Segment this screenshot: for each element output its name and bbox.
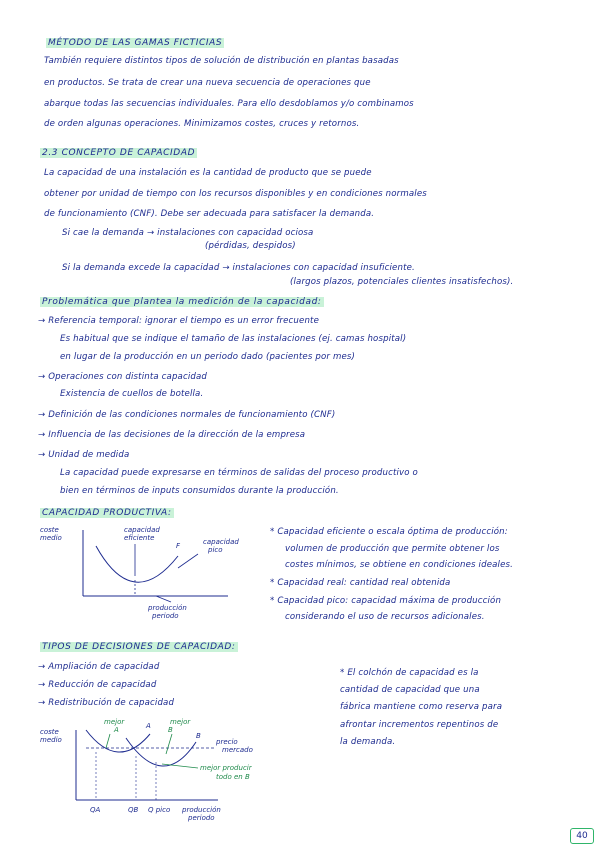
paragraph-line: abarque todas las secuencias individuales. Para ello desdoblamos y/o combinamos xyxy=(44,99,414,109)
note-line: fábrica mantiene como reserva para xyxy=(340,702,503,712)
graph2-mejorA-1: mejor xyxy=(104,718,125,726)
graph2-mejorB-1: mejor xyxy=(170,718,191,726)
paragraph-line: de funcionamiento (CNF). Debe ser adecuada para satisfacer la demanda. xyxy=(44,209,375,219)
paragraph-line: en productos. Se trata de crear una nueva secuencia de operaciones que xyxy=(44,78,371,88)
decision-item: → Ampliación de capacidad xyxy=(38,662,160,672)
list-item-detail: Es habitual que se indique el tamaño de las instalaciones (ej. camas hospital) xyxy=(60,334,407,344)
graph2-x1: QA xyxy=(90,806,101,814)
bullet-line: considerando el uso de recursos adicionales. xyxy=(285,612,485,622)
list-item: → Influencia de las decisiones de la dirección de la empresa xyxy=(38,430,306,440)
note-line: * El colchón de capacidad es la xyxy=(340,668,479,678)
paragraph-line: También requiere distintos tipos de solución de distribución en plantas basadas xyxy=(44,56,399,66)
section-title-tipos-decisiones: TIPOS DE DECISIONES DE CAPACIDAD: xyxy=(42,642,236,652)
section-title-concepto-capacidad: 2.3 CONCEPTO DE CAPACIDAD xyxy=(42,148,196,158)
graph1-label-eff-1: capacidad xyxy=(124,526,160,534)
graph2-arrow-mejorA xyxy=(106,734,110,748)
graph2-xlabel-2: periodo xyxy=(188,814,215,822)
list-item-detail: en lugar de la producción en un periodo dado (pacientes por mes) xyxy=(60,352,356,362)
graph1-cost-curve xyxy=(96,546,178,582)
graph2-arrow-mejorB xyxy=(166,734,172,754)
graph2-mejorA-2: A xyxy=(114,726,119,734)
graph1-peak-arrow xyxy=(178,554,198,568)
graph2-label-B: B xyxy=(196,732,201,740)
graph1-label-eff-2: eficiente xyxy=(124,534,155,542)
graph2-x2: QB xyxy=(128,806,139,814)
graph2-x3: Q pico xyxy=(148,806,171,814)
graph-capacidad-productiva xyxy=(38,518,263,623)
graph2-ylabel-1: coste xyxy=(40,728,59,736)
graph2-mejorB-2: B xyxy=(168,726,173,734)
graph1-ylabel-2: medio xyxy=(40,534,62,542)
graph1-xlabel-2: periodo xyxy=(152,612,179,620)
decision-item: → Redistribución de capacidad xyxy=(38,698,175,708)
bullet-line: costes mínimos, se obtiene en condiciones ideales. xyxy=(285,560,514,570)
decision-item: → Reducción de capacidad xyxy=(38,680,157,690)
case-ociosa: Si cae la demanda → instalaciones con capacidad ociosa xyxy=(62,228,314,238)
list-item: → Definición de las condiciones normales de funcionamiento (CNF) xyxy=(38,410,336,420)
list-item-detail: La capacidad puede expresarse en términos de salidas del proceso productivo o xyxy=(60,468,418,478)
note-line: cantidad de capacidad que una xyxy=(340,685,480,695)
bullet-line: volumen de producción que permite obtener los xyxy=(285,544,500,554)
list-item-detail: Existencia de cuellos de botella. xyxy=(60,389,204,399)
case-insuficiente: Si la demanda excede la capacidad → instalaciones con capacidad insuficiente. xyxy=(62,263,415,273)
bullet-line: * Capacidad eficiente o escala óptima de producción: xyxy=(270,527,508,537)
note-line: afrontar incrementos repentinos de xyxy=(340,720,499,730)
graph2-ylabel-2: medio xyxy=(40,736,62,744)
graph2-mejorB2-1: mejor producir xyxy=(200,764,252,772)
page-number: 40 xyxy=(570,828,594,844)
graph1-label-peak-1: capacidad xyxy=(203,538,239,546)
graph1-xlabel-1: producción xyxy=(148,604,187,612)
graph2-precio-2: mercado xyxy=(222,746,253,754)
graph2-precio-1: precio xyxy=(216,738,238,746)
bullet-line: * Capacidad real: cantidad real obtenida xyxy=(270,578,451,588)
graph1-prod-arrow xyxy=(156,596,171,602)
graph1-label-F: F xyxy=(176,542,181,550)
graph2-label-A: A xyxy=(146,722,151,730)
section-title-gamas-ficticias: MÉTODO DE LAS GAMAS FICTICIAS xyxy=(48,38,223,48)
case-insuficiente-detail: (largos plazos, potenciales clientes insatisfechos). xyxy=(290,277,514,287)
section-title-problematica: Problemática que plantea la medición de la capacidad: xyxy=(42,297,322,307)
list-item: → Operaciones con distinta capacidad xyxy=(38,372,208,382)
graph-decisiones-capacidad xyxy=(38,712,328,827)
note-line: la demanda. xyxy=(340,737,396,747)
list-item: → Referencia temporal: ignorar el tiempo es un error frecuente xyxy=(38,316,320,326)
paragraph-line: de orden algunas operaciones. Minimizamos costes, cruces y retornos. xyxy=(44,119,360,129)
graph1-label-peak-2: pico xyxy=(208,546,223,554)
case-ociosa-detail: (pérdidas, despidos) xyxy=(205,241,296,251)
graph1-ylabel-1: coste xyxy=(40,526,59,534)
section-title-capacidad-productiva: CAPACIDAD PRODUCTIVA: xyxy=(42,508,172,518)
graph2-xlabel-1: producción xyxy=(182,806,221,814)
graph2-curve-B xyxy=(126,738,196,766)
paragraph-line: obtener por unidad de tiempo con los recursos disponibles y en condiciones normales xyxy=(44,189,427,199)
paragraph-line: La capacidad de una instalación es la cantidad de producto que se puede xyxy=(44,168,372,178)
list-item-detail: bien en términos de inputs consumidos durante la producción. xyxy=(60,486,339,496)
graph2-mejorB2-2: todo en B xyxy=(216,773,250,781)
list-item: → Unidad de medida xyxy=(38,450,130,460)
bullet-line: * Capacidad pico: capacidad máxima de producción xyxy=(270,596,502,606)
